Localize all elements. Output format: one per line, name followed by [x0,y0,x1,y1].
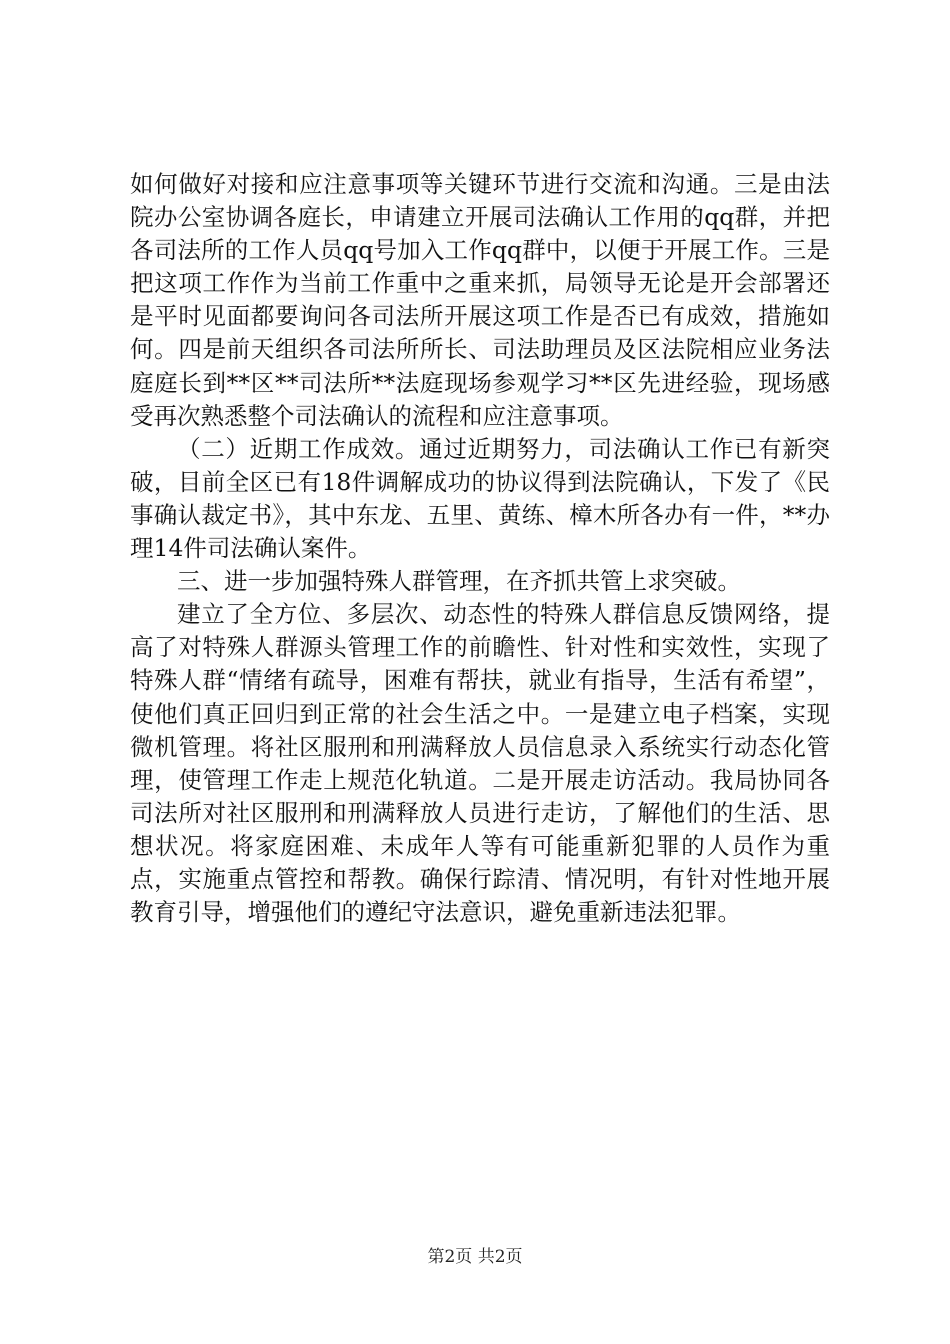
section-heading-three: 三、进一步加强特殊人群管理，在齐抓共管上求突破。 [177,567,741,596]
page-footer: 第2页 共2页 [427,1247,523,1267]
paragraph-special-groups: 建立了全方位、多层次、动态性的特殊人群信息反馈网络，提高了对特殊人群源头管理工作的前瞻性、针对性和实效性，实现了特殊人群“情绪有疏导，困难有帮扶，就业有指导，生活有希望”，使他们真正回归到正常的社会生活之中。一是建立电子档案，实现微机管理。将社区服刑和刑满释放人员信息录入系统实行动态化管理，使管理工作走上规范化轨道。二是开展走访活动。我局协同各司法所对社区服刑和刑满释放人员进行走访，了解他们的生活、思想状况。将家庭困难、未成年人等有可能重新犯罪的人员作为重点，实施重点管控和帮教。确保行踪清、情况明，有针对性地开展教育引导，增强他们的遵纪守法意识，避免重新违法犯罪。 [130,600,830,927]
paragraph-continuation: 如何做好对接和应注意事项等关键环节进行交流和沟通。三是由法院办公室协调各庭长，申请建立开展司法确认工作用的qq群，并把各司法所的工作人员qq号加入工作qq群中，以便于开展工作。三是把这项工作作为当前工作重中之重来抓，局领导无论是开会部署还是平时见面都要询问各司法所开展这项工作是否已有成效，措施如何。四是前天组织各司法所所长、司法助理员及区法院相应业务法庭庭长到**区**司法所**法庭现场参观学习**区先进经验，现场感受再次熟悉整个司法确认的流程和应注意事项。 [130,170,830,430]
document-body [130,168,830,929]
paragraph-recent-results: （二）近期工作成效。通过近期努力，司法确认工作已有新突破，目前全区已有18件调解成功的协议得到法院确认，下发了《民事确认裁定书》，其中东龙、五里、黄练、樟木所各办有一件，**办理14件司法确认案件。 [130,434,830,563]
